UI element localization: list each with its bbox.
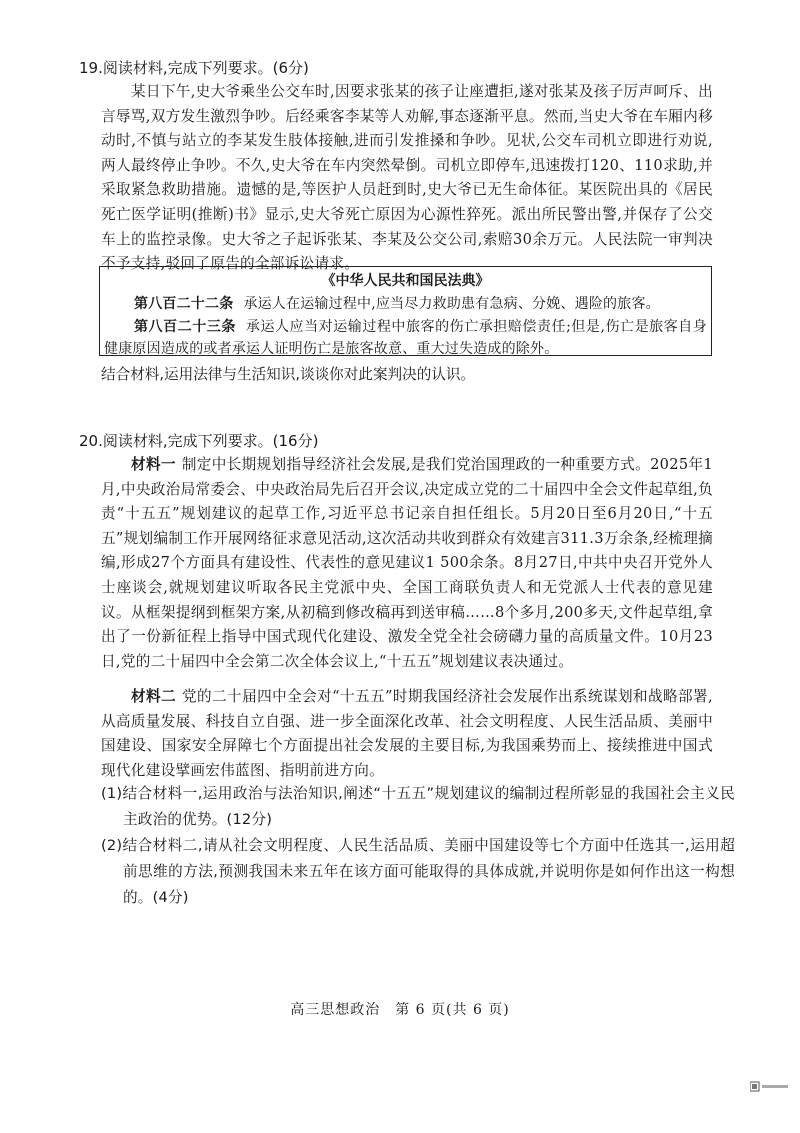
article-822-text: 承运人在运输过程中,应当尽力救助患有急病、分娩、遇险的旅客。: [243, 296, 660, 312]
q19-story: 某日下午,史大爷乘坐公交车时,因要求张某的孩子让座遭拒,遂对张某及孩子厉声呵斥、出言辱骂,双方发生激烈争吵。后经乘客李某等人劝解,事态逐渐平息。然而,当史大爷在车厢内移动时,不慎与站立的李某发生肢体接触,进而引发推搡和争吵。见状,公交车司机立即进行劝说,两人最终停止争吵。不久,史大爷在车内突然晕倒。司机立即停车,迅速拨打120、110求助,并采取紧急救助措施。遗憾的是,等医护人员赶到时,史大爷已无生命体征。某医院出具的《居民死亡医学证明(推断)书》显示,史大爷死亡原因为心源性猝死。派出所民警出警,并保存了公交车上的监控录像。史大爷之子起诉张某、李某及公交公司,索赔30余万元。人民法院一审判决不予支持,驳回了原告的全部诉讼请求。: [101, 83, 713, 273]
material2-text: 党的二十届四中全会对“十五五”时期我国经济社会发展作出系统谋划和战略部署,从高质量发展、科技自立自强、进一步全面深化改革、社会文明程度、人民生活品质、美丽中国建设、国家安全屏障七个方面提出社会发展的主要目标,为我国乘势而上、接续推进中国式现代化建设擘画宏伟蓝图、指明前进方向。: [101, 688, 713, 779]
article-823-text: 承运人应当对运输过程中旅客的伤亡承担赔偿责任;但是,伤亡是旅客自身健康原因造成的或者承运人证明伤亡是旅客故意、重大过失造成的除外。: [104, 318, 708, 357]
material2-label: 材料二: [131, 688, 177, 705]
material1-text: 制定中长期规划指导经济社会发展,是我们党治国理政的一种重要方式。2025年1月,中央政治局常委会、中央政治局先后召开会议,决定成立党的二十届四中全会文件起草组,负责“十五五”规划建议的起草工作,习近平总书记亲自担任组长。5月20日至6月20日,“十五五”规划编制工作开展网络征求意见活动,这次活动共收到群众有效建言311.3万余条,经梳理摘编,形成27个方面具有建设性、代表性的意见建议1 500余条。8月27日,中共中央召开党外人士座谈会,就规划建议听取各民主党派中央、全国工商联负责人和无党派人士代表的意见建议。从框架提纲到框架方案,从初稿到修改稿再到送审稿……8个多月,200多天,文件起草组,拿出了一份新征程上指导中国式现代化建设、激发全党全社会磅礴力量的高质量文件。10月23日,党的二十届四中全会第二次全体会议上,“十五五”规划建议表决通过。: [101, 456, 714, 670]
q19-task: 结合材料,运用法律与生活知识,谈谈你对此案判决的认识。: [101, 366, 476, 383]
article-822: [104, 293, 707, 316]
watermark-logo: [750, 1080, 790, 1094]
q19-title: 19.阅读材料,完成下列要求。(6分): [79, 59, 309, 77]
q20-material2: [101, 685, 713, 783]
page-footer: 高三思想政治 第 6 页(共 6 页): [290, 1002, 510, 1018]
article-823: [104, 316, 707, 361]
article-822-name: 第八百二十二条: [134, 296, 234, 312]
civil-code-box: [99, 266, 712, 356]
civil-code-articles: [104, 293, 707, 361]
q20-subquestion-1: (1)结合材料一,运用政治与法治知识,阐述“十五五”规划建议的编制过程所彰显的我国社会主义民主政治的优势。(12分): [101, 785, 735, 828]
q20-title: 20.阅读材料,完成下列要求。(16分): [79, 432, 319, 450]
material1-label: 材料一: [131, 456, 176, 473]
q20-subquestion-2: (2)结合材料二,请从社会文明程度、人民生活品质、美丽中国建设等七个方面中任选其一,运用超前思维的方法,预测我国未来五年在该方面可能取得的具体成就,并说明你是如何作出这一构想的。(4分): [101, 837, 735, 906]
article-823-name: 第八百二十三条: [134, 318, 236, 335]
civil-code-title: 《中华人民共和国民法典》: [321, 273, 490, 289]
q20-material1: [101, 453, 713, 674]
